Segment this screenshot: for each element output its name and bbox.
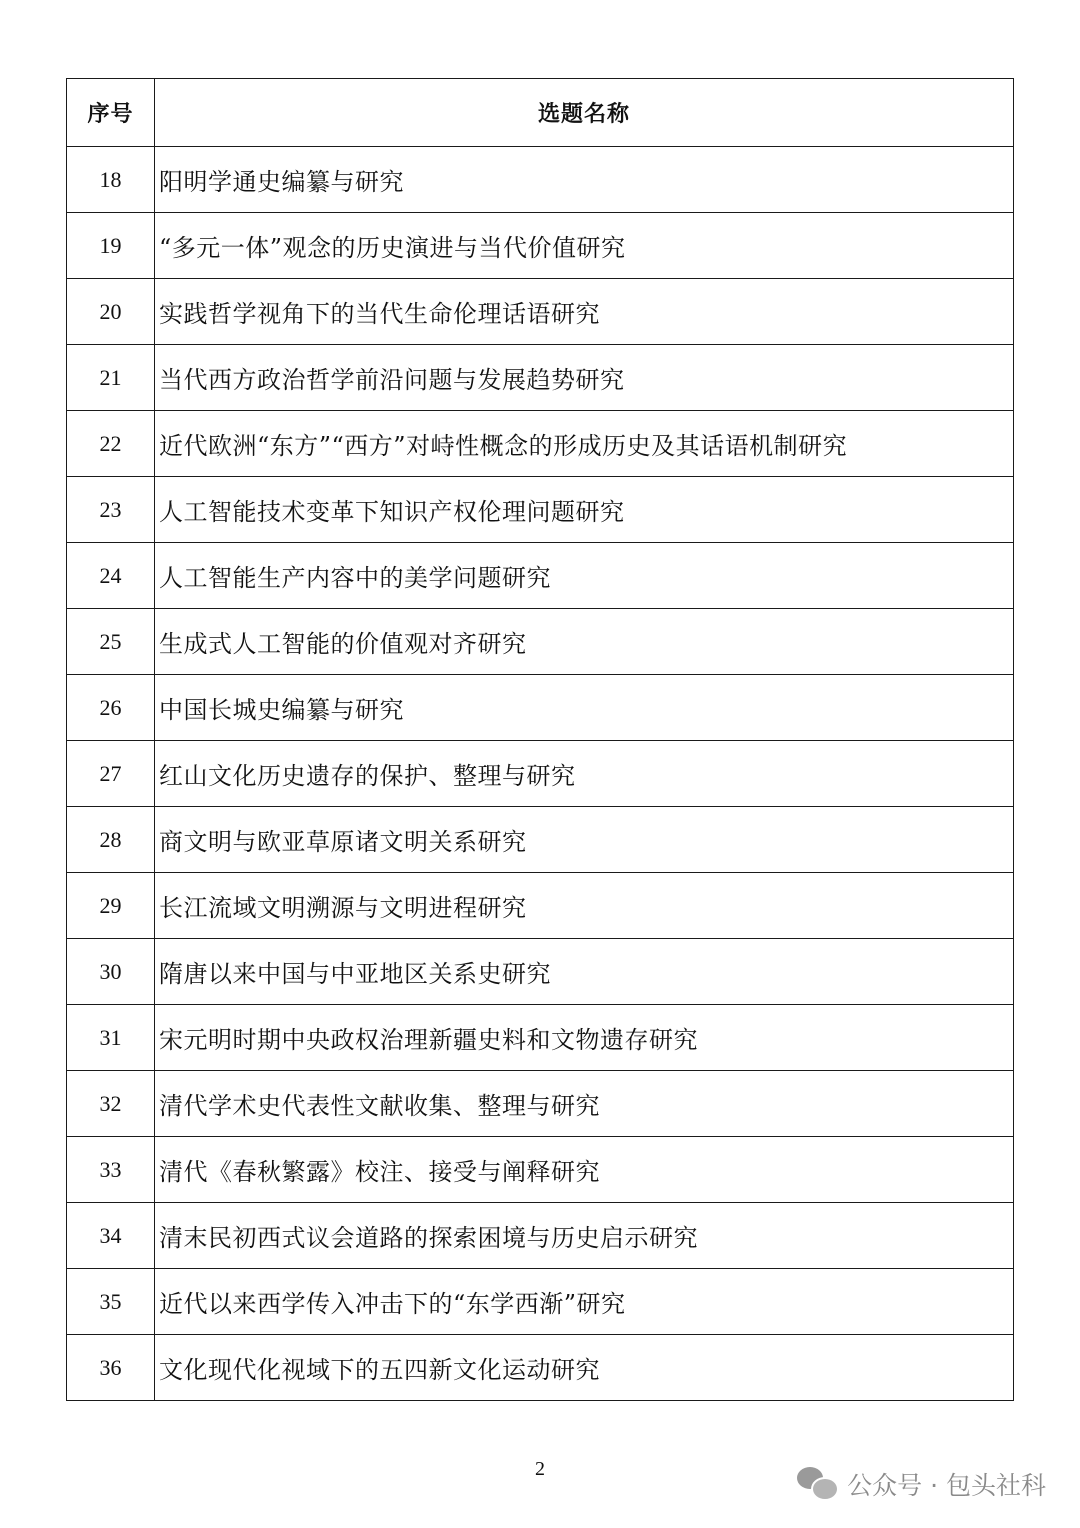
table-row <box>67 411 1014 477</box>
row-topic-title: 实践哲学视角下的当代生命伦理话语研究 <box>155 279 1014 345</box>
row-serial-number: 33 <box>67 1137 155 1203</box>
table-row <box>67 1071 1014 1137</box>
row-serial-number: 29 <box>67 873 155 939</box>
row-topic-title: 长江流域文明溯源与文明进程研究 <box>155 873 1014 939</box>
row-serial-number: 23 <box>67 477 155 543</box>
row-topic-title: 红山文化历史遗存的保护、整理与研究 <box>155 741 1014 807</box>
row-topic-title: 当代西方政治哲学前沿问题与发展趋势研究 <box>155 345 1014 411</box>
table-row <box>67 1269 1014 1335</box>
header-serial-number: 序号 <box>67 79 155 147</box>
table-row <box>67 345 1014 411</box>
row-topic-title: “多元一体”观念的历史演进与当代价值研究 <box>155 213 1014 279</box>
row-serial-number: 22 <box>67 411 155 477</box>
table-row <box>67 1005 1014 1071</box>
row-serial-number: 24 <box>67 543 155 609</box>
row-topic-title: 商文明与欧亚草原诸文明关系研究 <box>155 807 1014 873</box>
table-row <box>67 213 1014 279</box>
table-row <box>67 543 1014 609</box>
row-serial-number: 27 <box>67 741 155 807</box>
table-row <box>67 279 1014 345</box>
row-topic-title: 宋元明时期中央政权治理新疆史料和文物遗存研究 <box>155 1005 1014 1071</box>
row-topic-title: 清末民初西式议会道路的探索困境与历史启示研究 <box>155 1203 1014 1269</box>
wechat-icon <box>797 1467 837 1501</box>
table-row <box>67 147 1014 213</box>
table-header-row <box>67 79 1014 147</box>
table-row <box>67 1137 1014 1203</box>
row-topic-title: 隋唐以来中国与中亚地区关系史研究 <box>155 939 1014 1005</box>
row-serial-number: 21 <box>67 345 155 411</box>
row-serial-number: 28 <box>67 807 155 873</box>
table-row <box>67 741 1014 807</box>
row-topic-title: 清代《春秋繁露》校注、接受与阐释研究 <box>155 1137 1014 1203</box>
row-topic-title: 近代欧洲“东方”“西方”对峙性概念的形成历史及其话语机制研究 <box>155 411 1014 477</box>
row-topic-title: 中国长城史编纂与研究 <box>155 675 1014 741</box>
row-serial-number: 34 <box>67 1203 155 1269</box>
row-serial-number: 31 <box>67 1005 155 1071</box>
row-serial-number: 18 <box>67 147 155 213</box>
row-serial-number: 30 <box>67 939 155 1005</box>
watermark-text: 公众号 · 包头社科 <box>847 1471 1046 1500</box>
table-row <box>67 939 1014 1005</box>
table-row <box>67 609 1014 675</box>
row-topic-title: 人工智能生产内容中的美学问题研究 <box>155 543 1014 609</box>
header-topic-name: 选题名称 <box>155 79 1014 147</box>
page-number: 2 <box>535 1458 545 1480</box>
row-topic-title: 近代以来西学传入冲击下的“东学西渐”研究 <box>155 1269 1014 1335</box>
row-topic-title: 清代学术史代表性文献收集、整理与研究 <box>155 1071 1014 1137</box>
table-body <box>67 147 1014 1401</box>
table-row <box>67 807 1014 873</box>
watermark <box>797 1466 1046 1502</box>
row-serial-number: 35 <box>67 1269 155 1335</box>
row-serial-number: 19 <box>67 213 155 279</box>
table-row <box>67 1203 1014 1269</box>
table-row <box>67 1335 1014 1401</box>
row-serial-number: 20 <box>67 279 155 345</box>
row-serial-number: 25 <box>67 609 155 675</box>
row-topic-title: 人工智能技术变革下知识产权伦理问题研究 <box>155 477 1014 543</box>
topics-table <box>66 78 1014 1401</box>
row-topic-title: 生成式人工智能的价值观对齐研究 <box>155 609 1014 675</box>
row-serial-number: 36 <box>67 1335 155 1401</box>
row-serial-number: 32 <box>67 1071 155 1137</box>
row-topic-title: 文化现代化视域下的五四新文化运动研究 <box>155 1335 1014 1401</box>
row-topic-title: 阳明学通史编纂与研究 <box>155 147 1014 213</box>
table-row <box>67 675 1014 741</box>
row-serial-number: 26 <box>67 675 155 741</box>
table-row <box>67 873 1014 939</box>
table-row <box>67 477 1014 543</box>
